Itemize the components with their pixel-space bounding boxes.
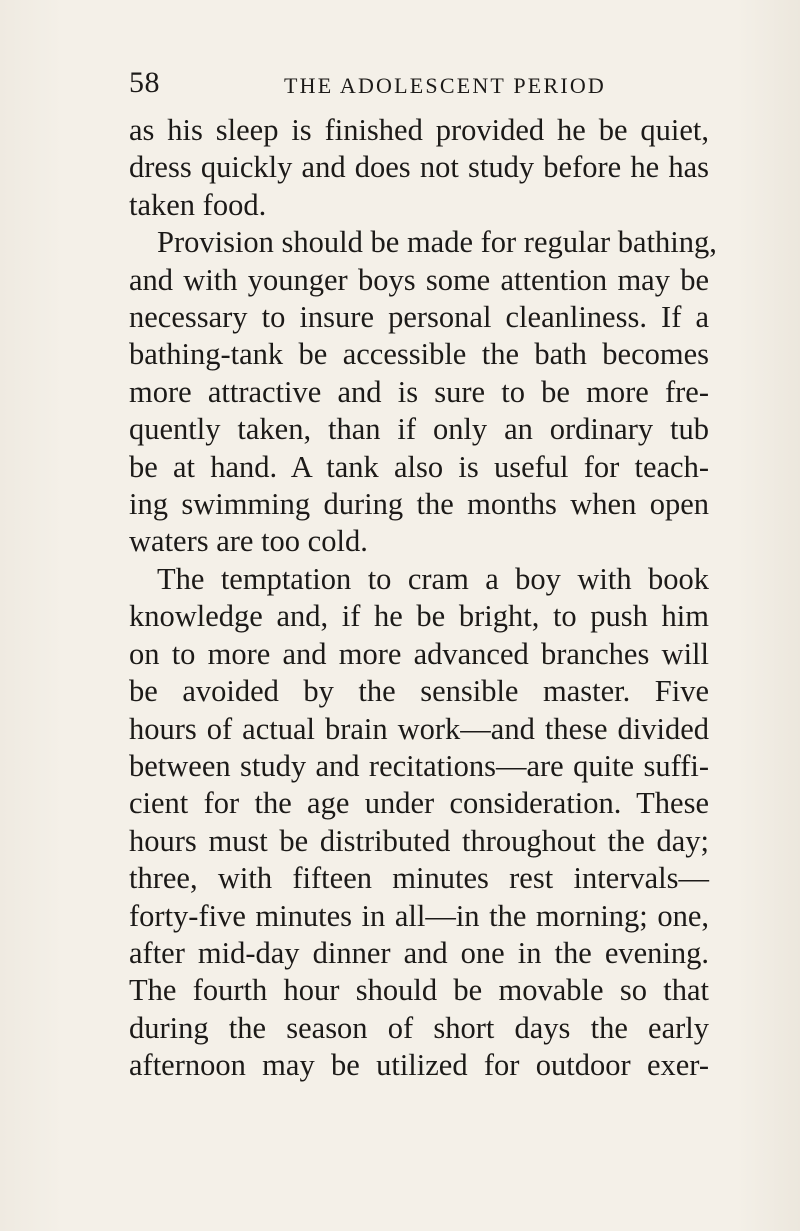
text-line: afternoon may be utilized for outdoor exer- — [129, 1048, 709, 1083]
page-header — [129, 66, 709, 106]
text-line: after mid-day dinner and one in the evening. — [129, 935, 709, 970]
text-line: be avoided by the sensible master. Five — [129, 674, 709, 709]
text-line: on to more and more advanced branches will — [129, 636, 709, 671]
text-line: knowledge and, if he be bright, to push him — [129, 599, 709, 634]
text-line: between study and recitations—are quite suffi- — [129, 748, 709, 783]
text-line: hours must be distributed throughout the day; — [129, 823, 709, 858]
text-line: and with younger boys some attention may be — [129, 262, 709, 297]
text-line: hours of actual brain work—and these divided — [129, 711, 709, 746]
text-line: three, with fifteen minutes rest intervals— — [129, 861, 709, 896]
text-line: Provision should be made for regular bathing, — [157, 225, 717, 260]
text-line: waters are too cold. — [129, 524, 368, 559]
paragraph — [129, 224, 717, 561]
text-line: The fourth hour should be movable so that — [129, 973, 709, 1008]
paragraph — [129, 561, 709, 1085]
text-line: as his sleep is finished provided he be quiet, — [129, 113, 709, 147]
text-line: quently taken, than if only an ordinary tub — [129, 412, 709, 447]
text-line: be at hand. A tank also is useful for teach- — [129, 449, 709, 484]
running-head: THE ADOLESCENT PERIOD — [284, 73, 607, 98]
text-line: The temptation to cram a boy with book — [157, 561, 709, 596]
text-line: forty-five minutes in all—in the morning; one, — [129, 898, 709, 933]
text-line: cient for the age under consideration. These — [129, 786, 709, 821]
text-line: more attractive and is sure to be more fre- — [129, 374, 709, 409]
text-line: during the season of short days the early — [129, 1010, 709, 1045]
body-text — [129, 112, 717, 1085]
text-line: taken food. — [129, 187, 267, 222]
text-line: necessary to insure personal cleanliness. If a — [129, 300, 709, 335]
page-number: 58 — [129, 66, 160, 99]
text-line: ing swimming during the months when open — [129, 487, 709, 522]
paragraph — [129, 112, 709, 224]
text-line: bathing-tank be accessible the bath becomes — [129, 337, 709, 372]
text-line: dress quickly and does not study before he has — [129, 150, 709, 185]
